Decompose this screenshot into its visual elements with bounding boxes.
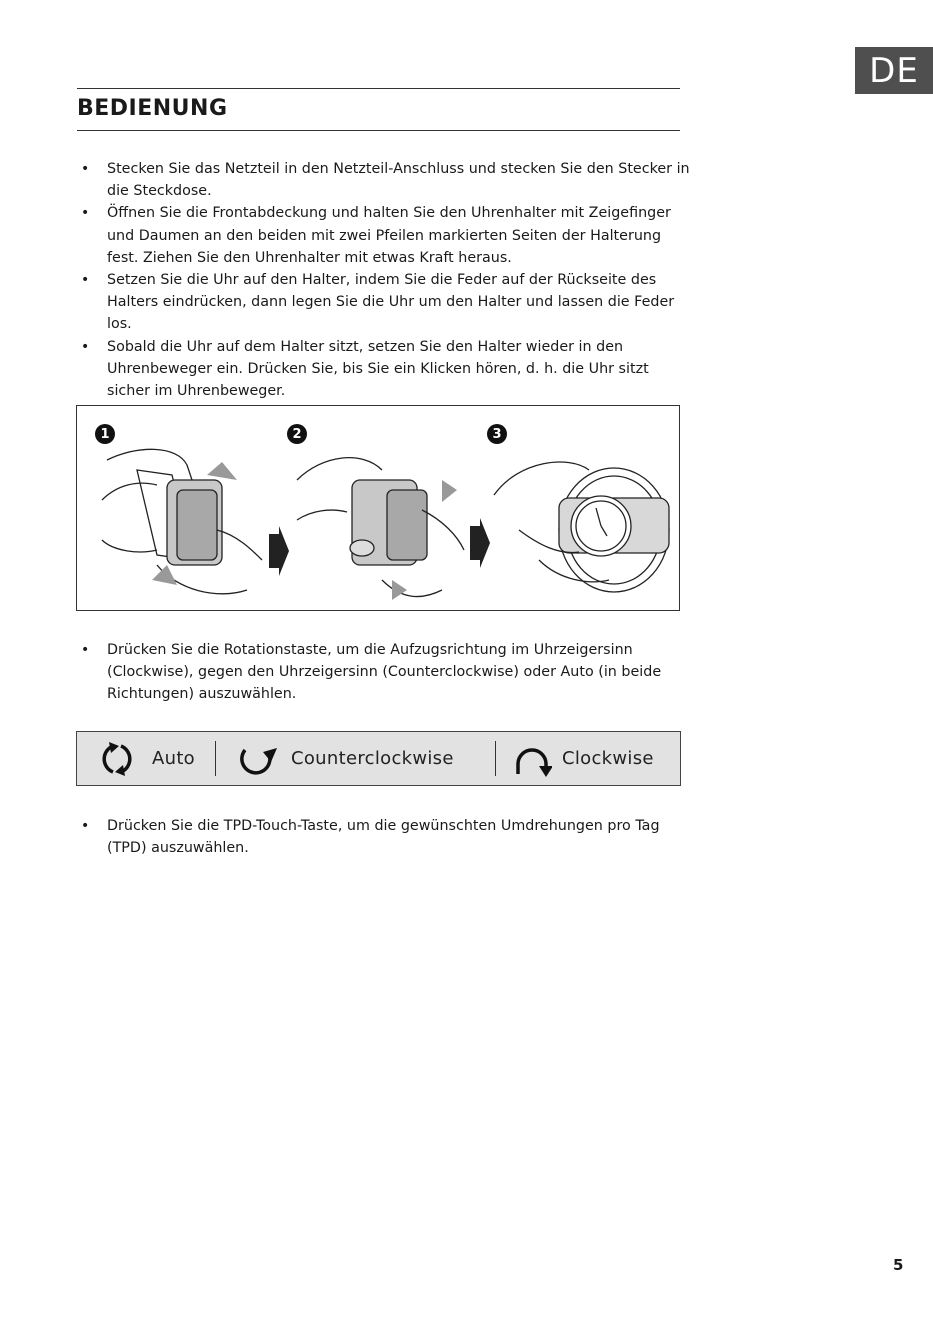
heading-rule-top	[77, 88, 680, 89]
installation-illustration	[76, 405, 680, 611]
press-arrow-icon	[207, 462, 237, 480]
step3-watch-illustration	[489, 440, 674, 600]
counterclockwise-icon	[237, 742, 277, 776]
list-item: • Öffnen Sie die Frontabdeckung und halten Sie den Uhrenhalter mit Zeigefinger und Daumen an den beiden mit zwei Pfeilen markierten Seiten der Halterung fest. Ziehen Sie den Uhrenhalter mit etwas Kraft heraus.	[77, 202, 692, 269]
next-step-arrow-icon	[269, 526, 289, 576]
instruction-list-bottom	[77, 815, 692, 859]
press-arrow-icon	[152, 565, 177, 585]
pull-arrow-icon	[442, 480, 457, 502]
list-item: • Setzen Sie die Uhr auf den Halter, indem Sie die Feder auf der Rückseite des Halters eindrücken, dann legen Sie die Uhr um den Halter und lassen die Feder los.	[77, 269, 692, 336]
section-heading: BEDIENUNG	[77, 96, 228, 121]
list-item: • Stecken Sie das Netzteil in den Netzteil-Anschluss und stecken Sie den Stecker in die Steckdose.	[77, 158, 692, 202]
clockwise-icon	[512, 742, 552, 778]
step-number-3: 3	[487, 424, 507, 444]
next-step-arrow-icon	[470, 518, 490, 568]
rotation-mode-bar	[76, 731, 681, 786]
instruction-list-middle	[77, 639, 692, 706]
mode-divider	[495, 741, 496, 776]
step2-removal-illustration	[292, 440, 472, 600]
mode-label-counterclockwise: Counterclockwise	[291, 748, 454, 769]
page-number: 5	[893, 1256, 904, 1274]
auto-rotate-icon	[99, 742, 135, 776]
step1-hands-illustration	[97, 440, 267, 600]
list-item: • Sobald die Uhr auf dem Halter sitzt, setzen Sie den Halter wieder in den Uhrenbeweger ein. Drücken Sie, bis Sie ein Klicken hören, d. h. die Uhr sitzt sicher im Uhrenbeweger.	[77, 336, 692, 403]
mode-label-clockwise: Clockwise	[562, 748, 654, 769]
step-number-1: 1	[95, 424, 115, 444]
mode-label-auto: Auto	[152, 748, 195, 769]
mode-divider	[215, 741, 216, 776]
instruction-list-top	[77, 158, 692, 402]
heading-rule-bottom	[77, 130, 680, 131]
step-number-2: 2	[287, 424, 307, 444]
language-tab: DE	[855, 47, 933, 94]
pull-arrow-icon	[392, 580, 407, 600]
list-item: • Drücken Sie die Rotationstaste, um die Aufzugsrichtung im Uhrzeigersinn (Clockwise), gegen den Uhrzeigersinn (Counterclockwise) oder Auto (in beide Richtungen) auszuwählen.	[77, 639, 692, 706]
list-item: • Drücken Sie die TPD-Touch-Taste, um die gewünschten Umdrehungen pro Tag (TPD) auszuwählen.	[77, 815, 692, 859]
